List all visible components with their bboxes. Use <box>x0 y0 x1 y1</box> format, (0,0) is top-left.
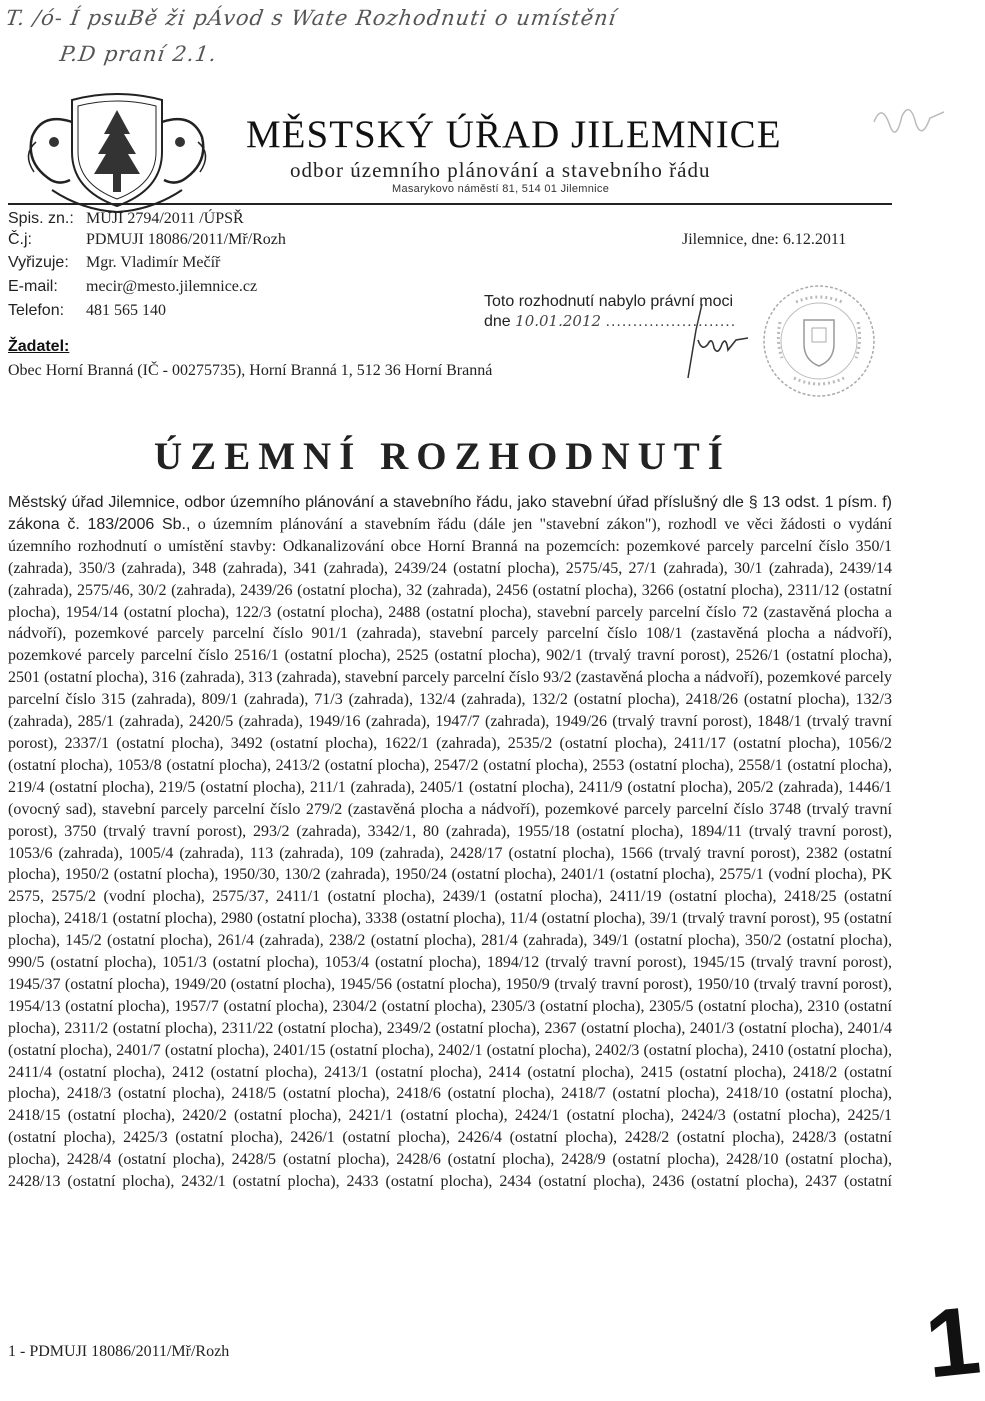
reference-vyrizuje <box>8 254 220 272</box>
email-value: mecir@mesto.jilemnice.cz <box>86 278 258 295</box>
official-round-stamp-icon <box>760 282 878 400</box>
telefon-value: 481 565 140 <box>86 302 166 319</box>
office-title: MĚSTSKÝ ÚŘAD JILEMNICE <box>246 113 782 156</box>
cj-value: PDMUJI 18086/2011/Mř/Rozh <box>86 231 286 248</box>
office-subtitle: odbor územního plánování a stavebního řádu <box>290 158 711 182</box>
legal-validity-date: 10.01.2012 <box>515 312 602 330</box>
legal-validity-date-line: dne 10.01.2012 ........................ <box>484 312 737 330</box>
handwritten-note-2: P.D praní 2.1. <box>58 42 219 66</box>
applicant-heading: Žadatel: <box>8 338 70 355</box>
dne-label: dne <box>484 313 511 330</box>
signature-icon <box>662 300 752 380</box>
applicant-details: Obec Horní Branná (IČ - 00275735), Horní Branná 1, 512 36 Horní Branná <box>8 362 493 379</box>
page-number: 1 <box>920 1286 985 1399</box>
handwritten-note: T. /ó- Í psuBě ži pÁvod s Wate Rozhodnuti o umístění <box>4 6 619 30</box>
legal-validity-text: Toto rozhodnutí nabylo právní moci <box>484 293 734 310</box>
reference-telefon <box>8 302 166 320</box>
email-label: E-mail: <box>8 278 58 295</box>
reference-cj <box>8 231 286 249</box>
footer-reference: 1 - PDMUJI 18086/2011/Mř/Rozh <box>8 1343 230 1360</box>
place-and-date: Jilemnice, dne: 6.12.2011 <box>682 231 847 248</box>
header-divider <box>8 203 892 205</box>
vyrizuje-label: Vyřizuje: <box>8 254 69 271</box>
decision-intro: Městský úřad Jilemnice, odbor územního plánování a stavebního řádu, jako stavební úřad příslušný dle § 13 odst. 1 písm. f) zákona č. 183/2006 Sb., <box>8 494 892 533</box>
office-address: Masarykovo náměstí 81, 514 01 Jilemnice <box>392 183 610 195</box>
decision-body <box>8 492 892 1193</box>
town-emblem-icon <box>12 82 222 217</box>
spis-value: MUJI 2794/2011 /ÚPSŘ <box>86 210 244 227</box>
cj-label: Č.j: <box>8 231 32 248</box>
decision-title: ÚZEMNÍ ROZHODNUTÍ <box>154 435 731 478</box>
scribble-mark <box>870 92 950 152</box>
telefon-label: Telefon: <box>8 302 65 319</box>
decision-text: o územním plánování a stavebním řádu (dále jen "stavební zákon"), rozhodl ve věci žádosti o vydání územního rozhodnutí o umístění stavby: Odkanalizování obce Horní Branná na pozemcích: pozemkové parcely parcelní číslo 350/1 (zahrada), 350/3 (zahrada), 348 (zahrada), 341 (zahrada), 2439/24 (ostatní plocha), 2575/45, 27/1 (zahrada), 30/1 (zahrada), 2439/14 (zahrada), 2575/46, 30/2 (zahrada), 2439/26 (ostatní plocha), 32 (zahrada), 2456 (ostatní plocha), 3266 (ostatní plocha), 2311/12 (ostatní plocha), 1954/14 (ostatní plocha), 122/3 (ostatní plocha), 2488 (ostatní plocha), stavební parcely parcelní číslo 72 (zastavěná plocha a nádvoří), pozemkové parcely parcelní číslo 901/1 (zahrada), stavební parcely parcelní číslo 108/1 (zastavěná plocha a nádvoří), pozemkové parcely parcelní číslo 2516/1 (ostatní plocha), 2525 (ostatní plocha), 902/1 (trvalý travní porost), 2526/1 (ostatní plocha), 2501 (ostatní plocha), 316 (zahrada), 313 (zahrada), stavební parcely parcelní číslo 93/2 (zastavěná plocha a nádvoří), pozemkové parcely parcelní číslo 315 (zahrada), 809/1 (zahrada), 71/3 (zahrada), 132/4 (zahrada), 132/2 (ostatní plocha), 2418/26 (ostatní plocha), 132/3 (zahrada), 285/1 (zahrada), 2420/5 (zahrada), 1949/16 (zahrada), 1947/7 (zahrada), 1949/26 (trvalý travní porost), 1848/1 (trvalý travní porost), 2337/1 (ostatní plocha), 3492 (ostatní plocha), 1622/1 (zahrada), 2535/2 (ostatní plocha), 2411/17 (ostatní plocha), 1056/2 (ostatní plocha), 1053/8 (ostatní plocha), 2413/2 (ostatní plocha), 2547/2 (ostatní plocha), 2553 (ostatní plocha), 2558/1 (ostatní plocha), 219/4 (ostatní plocha), 219/5 (ostatní plocha), 211/1 (zahrada), 2405/1 (ostatní plocha), 2411/9 (ostatní plocha), 205/2 (zahrada), 1446/1 (ovocný sad), stavební parcely parcelní číslo 279/2 (zastavěná plocha a nádvoří), pozemkové parcely parcelní číslo 3748 (trvalý travní porost), 3750 (trvalý travní porost), 293/2 (zahrada), 3342/1, 80 (zahrada), 1955/18 (ostatní plocha), 1894/11 (trvalý travní porost), 1053/6 (zahrada), 1005/4 (zahrada), 113 (zahrada), 109 (zahrada), 2428/17 (ostatní plocha), 1566 (trvalý travní porost), 2382 (ostatní plocha), 1950/2 (ostatní plocha), 1950/30, 130/2 (zahrada), 1950/24 (ostatní plocha), 2401/1 (ostatní plocha), 2575/1 (vodní plocha), PK 2575, 2575/2 (vodní plocha), 2575/37, 2411/1 (ostatní plocha), 2439/1 (ostatní plocha), 2411/19 (ostatní plocha), 2418/25 (ostatní plocha), 2418/1 (ostatní plocha), 2980 (ostatní plocha), 3338 (ostatní plocha), 11/4 (ostatní plocha), 39/1 (trvalý travní porost), 95 (ostatní plocha), 145/2 (ostatní plocha), 261/4 (zahrada), 238/2 (ostatní plocha), 281/4 (zahrada), 349/1 (ostatní plocha), 350/2 (ostatní plocha), 990/5 (ostatní plocha), 1051/3 (ostatní plocha), 1053/4 (ostatní plocha), 1894/12 (trvalý travní porost), 1945/15 (trvalý travní porost), 1945/37 (ostatní plocha), 1949/20 (ostatní plocha), 1945/56 (ostatní plocha), 1950/9 (trvalý travní porost), 1950/10 (trvalý travní porost), 1954/13 (ostatní plocha), 1957/7 (ostatní plocha), 2304/2 (ostatní plocha), 2305/3 (ostatní plocha), 2305/5 (ostatní plocha), 2310 (ostatní plocha), 2311/2 (ostatní plocha), 2311/22 (ostatní plocha), 2349/2 (ostatní plocha), 2367 (ostatní plocha), 2401/3 (ostatní plocha), 2401/4 (ostatní plocha), 2401/7 (ostatní plocha), 2401/15 (ostatní plocha), 2402/1 (ostatní plocha), 2402/3 (ostatní plocha), 2410 (ostatní plocha), 2411/4 (ostatní plocha), 2412 (ostatní plocha), 2413/1 (ostatní plocha), 2414 (ostatní plocha), 2415 (ostatní plocha), 2418/2 (ostatní plocha), 2418/3 (ostatní plocha), 2418/5 (ostatní plocha), 2418/6 (ostatní plocha), 2418/7 (ostatní plocha), 2418/10 (ostatní plocha), 2418/15 (ostatní plocha), 2420/2 (ostatní plocha), 2421/1 (ostatní plocha), 2424/1 (ostatní plocha), 2424/3 (ostatní plocha), 2425/1 (ostatní plocha), 2425/3 (ostatní plocha), 2426/1 (ostatní plocha), 2426/4 (ostatní plocha), 2428/2 (ostatní plocha), 2428/3 (ostatní plocha), 2428/4 (ostatní plocha), 2428/5 (ostatní plocha), 2428/6 (ostatní plocha), 2428/9 (ostatní plocha), 2428/10 (ostatní plocha), 2428/13 (ostatní plocha), 2432/1 (ostatní plocha), 2433 (ostatní plocha), 2434 (ostatní plocha), 2436 (ostatní plocha), 2437 (ostatní <box>8 515 893 1191</box>
reference-email <box>8 278 257 296</box>
vyrizuje-value: Mgr. Vladimír Mečíř <box>86 254 221 271</box>
spis-label: Spis. zn.: <box>8 210 74 227</box>
reference-spis <box>8 210 244 228</box>
